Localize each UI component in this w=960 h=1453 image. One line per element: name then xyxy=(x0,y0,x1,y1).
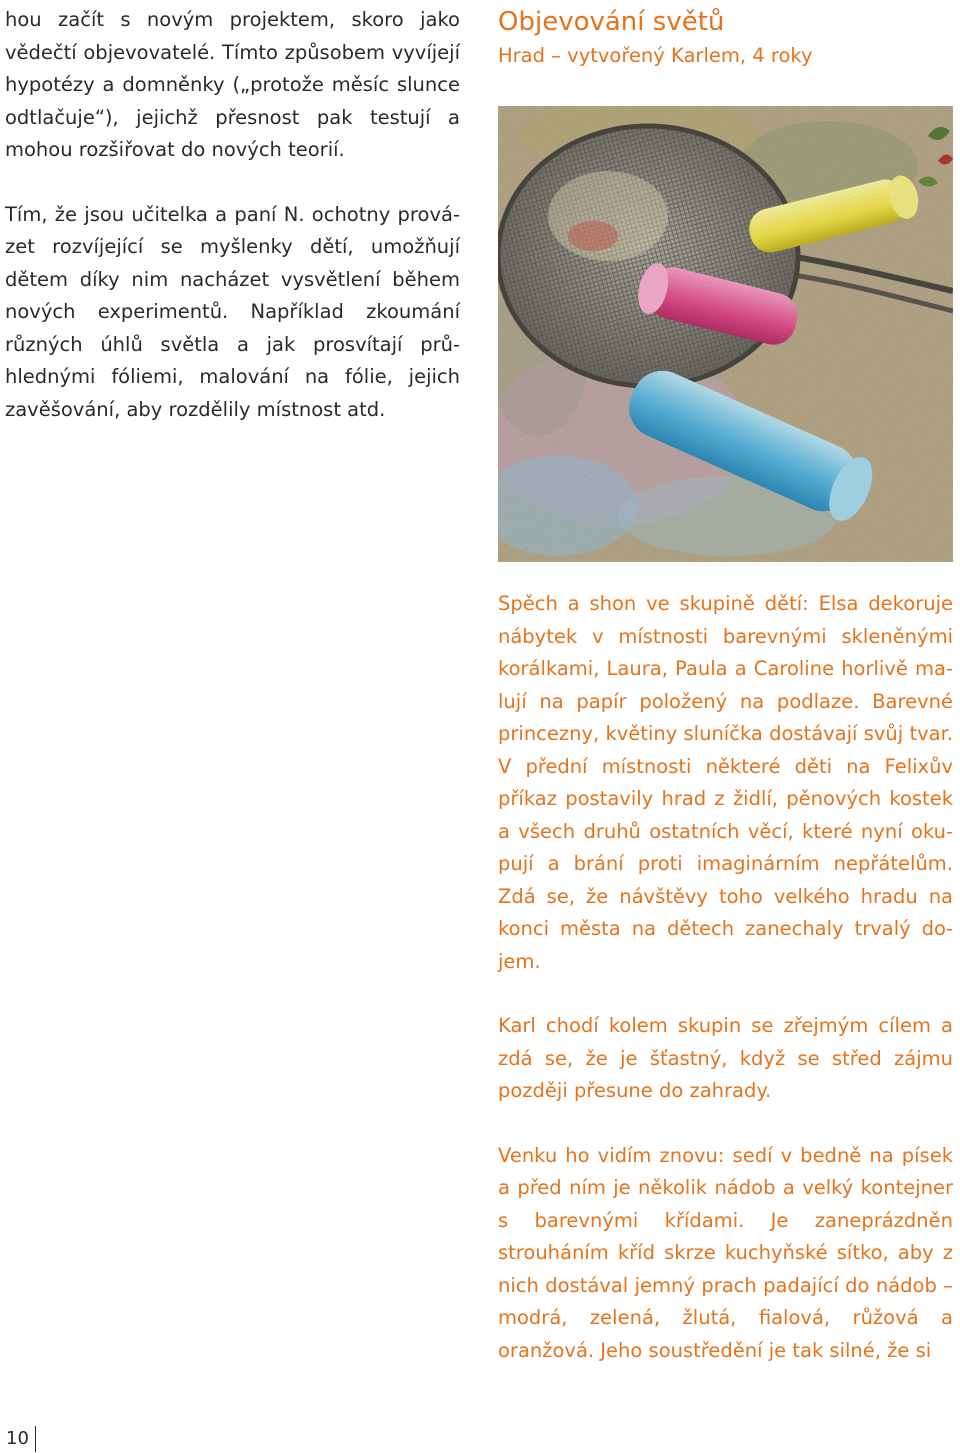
left-text-column xyxy=(5,4,460,426)
left-paragraph-2: Tím, že jsou učitelka a paní N. ochotny provázet rozvíjející se myšlenky dětí, umožňují dětem díky nim nacházet vysvětlení během nových experimentů. Například zkoumání různých úhlů světla a jak prosvítají průhlednými fóliemi, malování na fólie, jejich zavěšování, aby rozdělily místnost atd. xyxy=(5,202,460,421)
page-number-divider xyxy=(35,1426,36,1452)
right-paragraph-1: Spěch a shon ve skupině dětí: Elsa dekoruje nábytek v místnosti barevnými skleněnými korálkami, Laura, Paula a Caroline horlivě malují na papír položený na podlaze. Barevné princezny, květiny sluníčka dostávají svůj tvar. V přední místnosti některé děti na Felixův příkaz postavily hrad z židlí, pěnových kostek a všech druhů ostatních věcí, které nyní okupují a brání proti imaginárním nepřátelům. Zdá se, že návštěvy toho velkého hradu na konci města na dětech zanechaly trvalý dojem. xyxy=(498,592,953,973)
right-paragraph-2: Karl chodí kolem skupin se zřejmým cílem a zdá se, že je šťastný, když se střed zájmu později přesune do zahrady. xyxy=(498,1014,953,1102)
chalk-sieve-illustration xyxy=(498,106,953,562)
chalk-sieve-photo xyxy=(498,106,953,562)
orange-text-column xyxy=(498,588,953,1367)
photo-caption: Hrad – vytvořený Karlem, 4 roky xyxy=(498,44,813,67)
left-paragraph-1: hou začít s novým projektem, skoro jako vědečtí objevovatelé. Tímto způsobem vyvíjejí hypotézy a domněnky („protože měsíc slunce odtlačuje“), jejichž přesnost pak testují a mohou rozšiřovat do nových teorií. xyxy=(5,8,460,161)
section-heading: Objevování světů xyxy=(498,7,725,37)
page-number: 10 xyxy=(6,1428,29,1449)
right-paragraph-3: Venku ho vidím znovu: sedí v bedně na písek a před ním je několik nádob a velký kontejner s barevnými křídami. Je zaneprázdněn strouháním kříd skrze kuchyňské sítko, aby z nich dostával jemný prach padající do nádob – modrá, zelená, žlutá, fialová, růžová a oranžová. Jeho soustředění je tak silné, že si xyxy=(498,1143,953,1362)
